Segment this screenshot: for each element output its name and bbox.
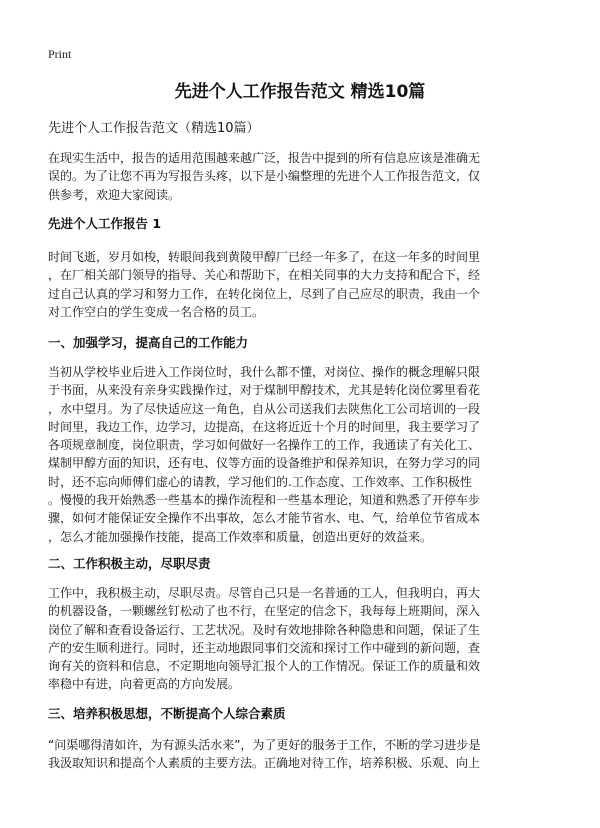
text-line: 产的安生顺利进行。同时，还主动地跟同事们交流和探讨工作中碰到的新问题，查 — [48, 640, 481, 655]
text-line: “问渠哪得清如许，为有源头活水来”，为了更好的服务于工作，不断的学习进步是 — [48, 738, 481, 752]
text-line: 过自己认真的学习和努力工作，在转化岗位上，尽到了自己应尽的职责，我由一个 — [48, 286, 481, 301]
text-line: ，水中望月。为了尽快适应这一角色，自从公司送我们去陕焦化工公司培训的一段 — [48, 401, 481, 416]
print-link[interactable]: Print — [48, 47, 72, 61]
text-line: 对工作空白的学生变成一名合格的员工。 — [48, 304, 265, 319]
text-line: ，在厂相关部门领导的指导、关心和帮助下，在相关同事的大力支持和配合下，经 — [48, 268, 481, 283]
section-heading-3: 三、培养积极思想，不断提高个人综合素质 — [48, 706, 286, 721]
text-line: 率稳中有进，向着更高的方向发展。 — [48, 677, 241, 692]
text-line: 时，还不忘向师傅们虚心的请教，学习他们的.工作态度、工作效率、工作积极性 — [48, 474, 472, 489]
paragraph-2 — [48, 363, 568, 546]
paragraph-3 — [48, 584, 568, 694]
paragraph-4 — [48, 736, 568, 773]
document-title: 先进个人工作报告范文 精选10篇 — [174, 82, 426, 102]
text-line: 误的。为了让您不再为写报告头疼，以下是小编整理的先进个人工作报告范文，仅 — [48, 169, 481, 184]
text-line: 煤制甲醇方面的知识，还有电、仪等方面的设备维护和保养知识，在努力学习的同 — [48, 456, 481, 471]
text-line: 询有关的资料和信息，不定期地向领导汇报个人的工作情况。保证工作的质量和效 — [48, 659, 481, 674]
text-line: 各项规章制度，岗位职责，学习如何做好一名操作工的工作，我通读了有关化工、 — [48, 438, 481, 453]
text-line: 供参考，欢迎大家阅读。 — [48, 187, 181, 202]
text-line: 当初从学校毕业后进入工作岗位时，我什么都不懂，对岗位、操作的概念理解只限 — [48, 365, 481, 379]
document-subtitle: 先进个人工作报告范文（精选10篇） — [48, 121, 260, 136]
text-line: 骤，如何才能保证安全操作不出事故，怎么才能节省水、电、气，给单位节省成本 — [48, 511, 481, 526]
text-line: 在现实生活中，报告的适用范围越来越广泛，报告中提到的所有信息应该是准确无 — [48, 151, 481, 165]
report-heading: 先进个人工作报告 1 — [48, 216, 162, 231]
text-line: 于书面，从来没有亲身实践操作过，对于煤制甲醇技术，尤其是转化岗位雾里看花 — [48, 383, 481, 398]
text-line: 的机器设备，一颗螺丝钉松动了也不行，在坚定的信念下，我每每上班期间，深入 — [48, 604, 481, 619]
text-line: 时间飞逝，岁月如梭，转眼间我到黄陵甲醇厂已经一年多了，在这一年多的时间里 — [48, 250, 481, 264]
intro-paragraph — [48, 149, 568, 204]
text-line: 我汲取知识和提高个人素质的主要方法。正确地对待工作，培养积极、乐观、向上 — [48, 756, 481, 771]
text-line: 。慢慢的我开始熟悉一些基本的操作流程和一些基本理论，知道和熟悉了开停车步 — [48, 493, 481, 508]
text-line: 岗位了解和查看设备运行、工艺状况。及时有效地排除各种隐患和问题，保证了生 — [48, 622, 481, 637]
text-line: 工作中，我积极主动，尽职尽责。尽管自己只是一名普通的工人，但我明白，再大 — [48, 586, 481, 600]
text-line: 时间里，我边工作，边学习，边提高，在这将近近十个月的时间里，我主要学习了 — [48, 419, 481, 434]
paragraph-1 — [48, 248, 568, 321]
text-line: ，怎么才能加强操作技能，提高工作效率和质量，创造出更好的效益来。 — [48, 529, 433, 544]
section-heading-2: 二、工作积极主动，尽职尽责 — [48, 556, 211, 571]
section-heading-1: 一、加强学习，提高自己的工作能力 — [48, 335, 249, 350]
